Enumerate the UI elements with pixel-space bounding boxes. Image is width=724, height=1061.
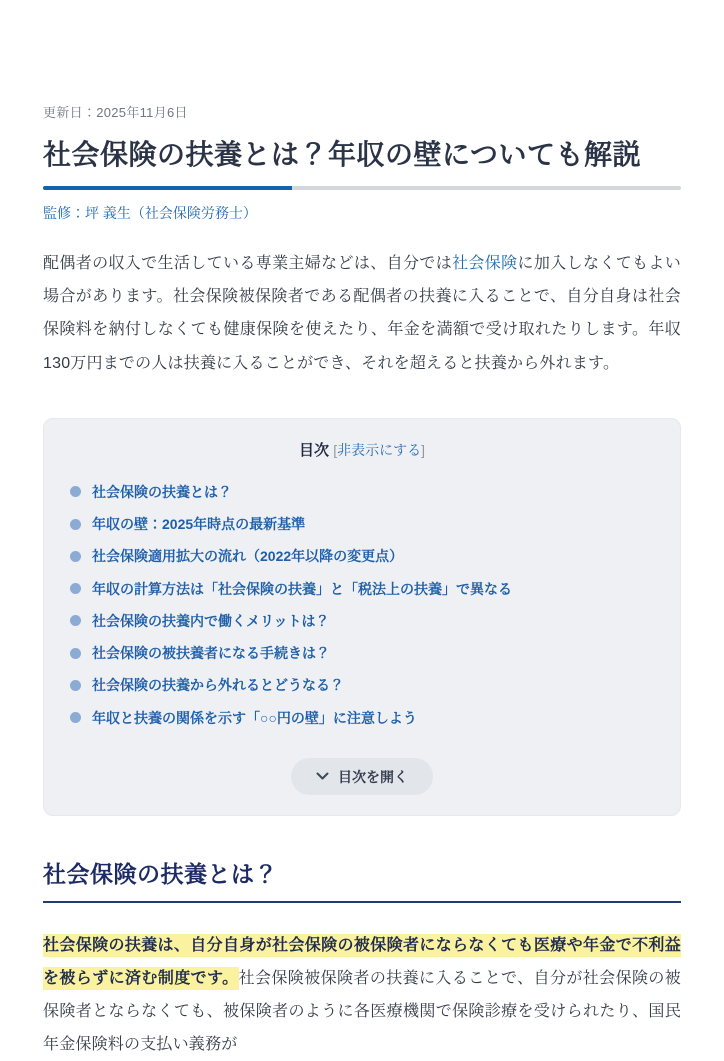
bullet-icon	[70, 712, 81, 723]
toc-item-label[interactable]: 年収の壁：2025年時点の最新基準	[92, 515, 306, 532]
toc-hide-bracket-close: ]	[421, 441, 425, 458]
toc-item-label[interactable]: 社会保険の扶養とは？	[92, 483, 232, 500]
bullet-icon	[70, 519, 81, 530]
toc-item[interactable]	[70, 540, 654, 572]
bullet-icon	[70, 615, 81, 626]
bullet-icon	[70, 551, 81, 562]
toc-item[interactable]	[70, 508, 654, 540]
bullet-icon	[70, 583, 81, 594]
toc-item-label[interactable]: 社会保険の被扶養者になる手続きは？	[92, 645, 330, 662]
toc-hide-bracket-open: [	[333, 441, 338, 458]
bullet-icon	[70, 648, 81, 659]
toc-header	[70, 439, 654, 460]
toc-list	[70, 476, 654, 734]
toc-item-label[interactable]: 年収と扶養の関係を示す「○○円の壁」に注意しよう	[92, 709, 417, 726]
toc-open-button-label: 目次を開く	[338, 768, 408, 785]
toc-item[interactable]	[70, 702, 654, 734]
toc-item[interactable]	[70, 637, 654, 669]
toc-item-label[interactable]: 社会保険の扶養内で働くメリットは？	[92, 612, 330, 629]
intro-paragraph	[43, 247, 681, 379]
social-insurance-link[interactable]: 社会保険	[452, 255, 518, 273]
toc-box	[43, 418, 681, 816]
chevron-down-icon	[316, 772, 329, 781]
section-paragraph	[43, 929, 681, 1061]
toc-title: 目次	[299, 441, 330, 459]
toc-item[interactable]	[70, 605, 654, 637]
bullet-icon	[70, 680, 81, 691]
toc-item[interactable]	[70, 669, 654, 701]
toc-item-label[interactable]: 年収の計算方法は「社会保険の扶養」と「税法上の扶養」で異なる	[92, 580, 512, 597]
toc-button-row	[70, 758, 654, 795]
updated-date: 更新日：2025年11月6日	[43, 105, 188, 120]
article-container	[43, 0, 681, 1061]
section-body-text: 社会保険被保険者の扶養に入ることで、自分が社会保険の被保険者とならなくても、被保険者のように各医療機関で保険診療を受けられたり、国民年金保険料の支払い義務が	[43, 970, 681, 1054]
supervisor-link[interactable]: 監修：坪 義生（社会保険労務士）	[43, 205, 257, 222]
bullet-icon	[70, 486, 81, 497]
toc-item-label[interactable]: 社会保険の扶養から外れるとどうなる？	[92, 677, 344, 694]
highlighted-text: 社会保険の扶養は、自分自身が社会保険の被保険者にならなくても医療や年金で不利益を被らずに済む制度です。	[43, 934, 681, 990]
intro-text-after: に加入しなくてもよい場合があります。社会保険被保険者である配偶者の扶養に入ることで、自分自身は社会保険料を納付しなくても健康保険を使えたり、年金を満額で受け取れたりします。年収130万円までの人は扶養に入ることができ、それを超えると扶養から外れます。	[43, 255, 681, 372]
page-title: 社会保険の扶養とは？年収の壁についても解説	[43, 139, 641, 170]
toc-open-button[interactable]	[291, 758, 433, 795]
toc-item[interactable]	[70, 476, 654, 508]
section-heading: 社会保険の扶養とは？	[43, 856, 681, 903]
toc-item-label[interactable]: 社会保険適用拡大の流れ（2022年以降の変更点）	[92, 548, 404, 565]
intro-text-before: 配偶者の収入で生活している専業主婦などは、自分では	[43, 255, 453, 273]
toc-hide-link[interactable]: 非表示にする	[337, 441, 422, 458]
toc-item[interactable]	[70, 573, 654, 605]
